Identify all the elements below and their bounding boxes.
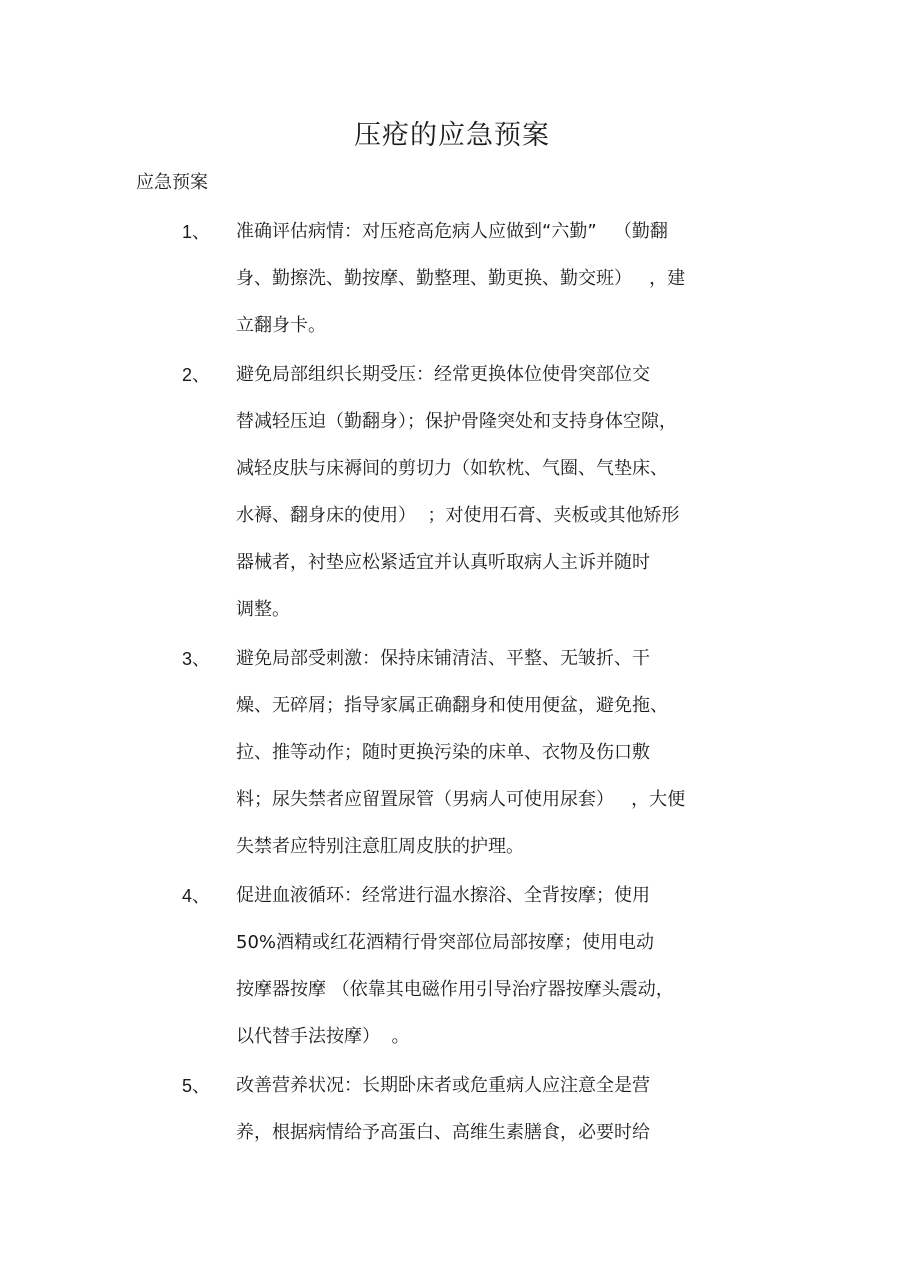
- item-2-line: 水褥、翻身床的使用） ；对使用石膏、夹板或其他矫形: [236, 505, 680, 526]
- item-4-line: 以代替手法按摩） 。: [236, 1026, 410, 1047]
- item-5-line: 改善营养状况：长期卧床者或危重病人应注意全是营: [236, 1075, 650, 1096]
- item-number-2: 2、: [182, 365, 211, 385]
- item-2-line: 器械者，衬垫应松紧适宜并认真听取病人主诉并随时: [236, 552, 650, 573]
- item-1-line: 立翻身卡。: [236, 315, 326, 336]
- item-2-line: 调整。: [236, 599, 290, 620]
- item-3-line: 料；尿失禁者应留置尿管（男病人可使用尿套） ，大便: [236, 789, 686, 810]
- section-heading: 应急预案: [136, 172, 208, 193]
- item-1-line: 身、勤擦洗、勤按摩、勤整理、勤更换、勤交班） ，建: [236, 268, 686, 289]
- item-2-line: 替减轻压迫（勤翻身）；保护骨隆突处和支持身体空隙，: [236, 411, 677, 432]
- item-1-line: 准确评估病情：对压疮高危病人应做到“六勤” （勤翻: [236, 221, 668, 242]
- item-number-3: 3、: [182, 649, 211, 669]
- item-5-line: 养，根据病情给予高蛋白、高维生素膳食，必要时给: [236, 1122, 650, 1143]
- item-4-line: 按摩器按摩 （依靠其电磁作用引导治疗器按摩头震动，: [236, 979, 674, 1000]
- item-number-4: 4、: [182, 886, 211, 906]
- item-3-line: 失禁者应特别注意肛周皮肤的护理。: [236, 836, 524, 857]
- item-number-1: 1、: [182, 222, 211, 242]
- item-3-line: 避免局部受刺激：保持床铺清洁、平整、无皱折、干: [236, 648, 650, 669]
- item-4-line: 50%酒精或红花酒精行骨突部位局部按摩；使用电动: [236, 932, 655, 953]
- item-number-5: 5、: [182, 1076, 211, 1096]
- page-title: 压疮的应急预案: [354, 120, 550, 151]
- item-3-line: 燥、无碎屑；指导家属正确翻身和使用便盆，避免拖、: [236, 695, 668, 716]
- item-2-line: 减轻皮肤与床褥间的剪切力（如软枕、气圈、气垫床、: [236, 458, 668, 479]
- item-2-line: 避免局部组织长期受压：经常更换体位使骨突部位交: [236, 364, 650, 385]
- item-4-line: 促进血液循环：经常进行温水擦浴、全背按摩；使用: [236, 885, 650, 906]
- item-3-line: 拉、推等动作；随时更换污染的床单、衣物及伤口敷: [236, 742, 650, 763]
